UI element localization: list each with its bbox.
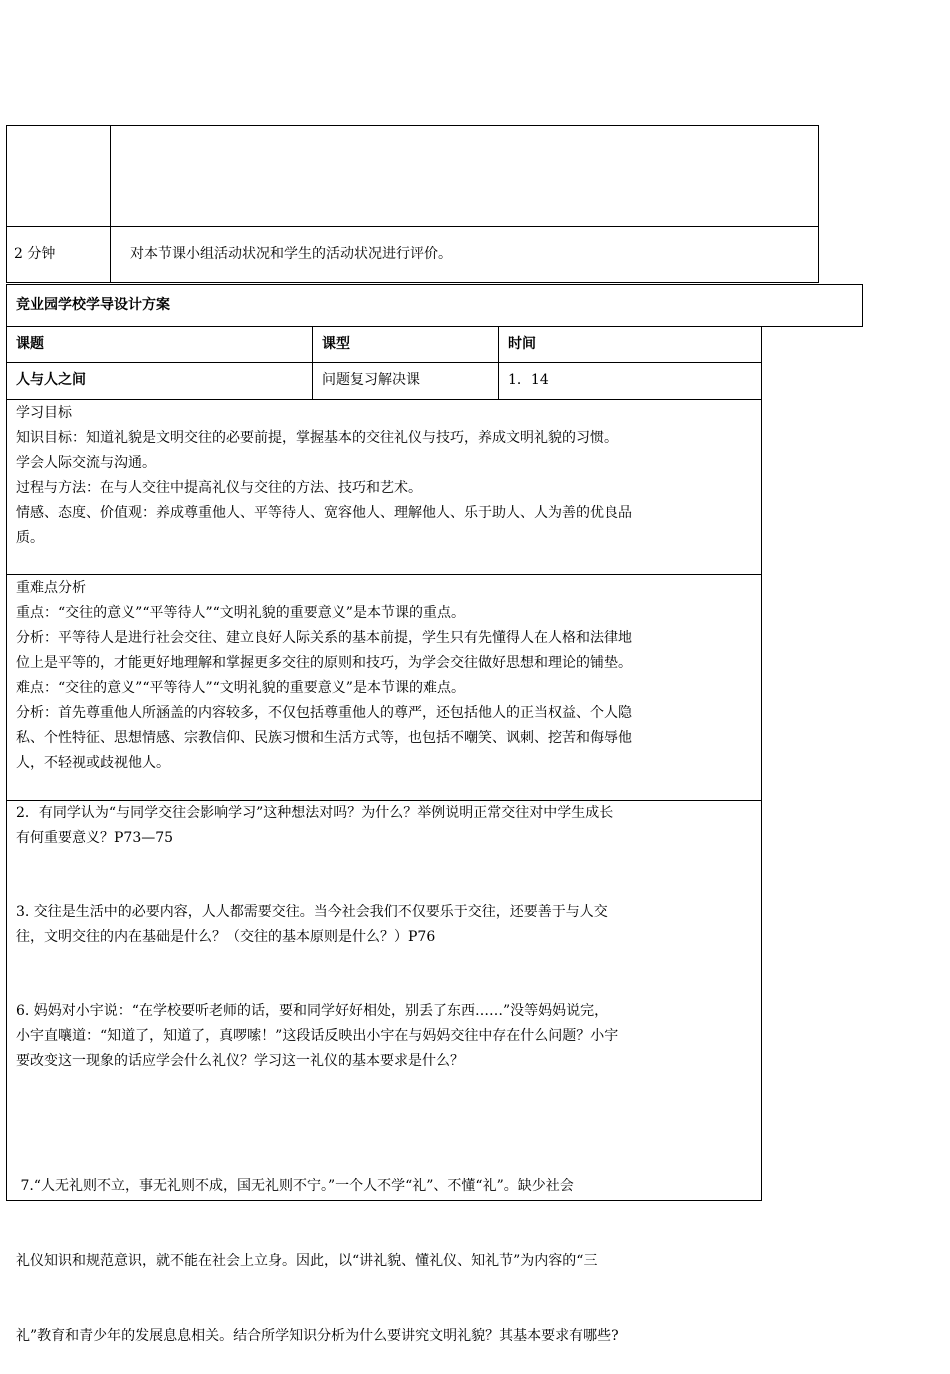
goals-divider <box>6 574 762 575</box>
goals-line: 学会人际交流与沟通。 <box>16 455 156 471</box>
question-line: 礼”教育和青少年的发展息息相关。结合所学知识分析为什么要讲究文明礼貌？其基本要求有哪些? <box>16 1328 619 1344</box>
goals-line: 情感、态度、价值观：养成尊重他人、平等待人、宽容他人、理解他人、乐于助人、人为善的优良品 <box>16 505 632 521</box>
question-line: 小宇直嚷道：“知道了，知道了，真啰嗦！”这段话反映出小宇在与妈妈交往中存在什么问题？小宇 <box>16 1028 619 1044</box>
goals-section <box>16 401 758 551</box>
time-cell: 2 分钟 <box>14 246 56 262</box>
analysis-line: 分析：平等待人是进行社会交往、建立良好人际关系的基本前提，学生只有先懂得人在人格和法律地 <box>16 630 632 646</box>
header-topic: 课题 <box>16 336 44 352</box>
value-time: 1．14 <box>508 372 549 388</box>
analysis-line: 难点：“交往的意义”“平等待人”“文明礼貌的重要意义”是本节课的难点。 <box>16 680 465 696</box>
values-row-divider <box>6 399 762 400</box>
question-line: 6. 妈妈对小宇说：“在学校要听老师的话，要和同学好好相处，别丢了东西……”没等妈妈说完， <box>16 1003 609 1019</box>
question-2 <box>16 801 758 851</box>
analysis-line: 人，不轻视或歧视他人。 <box>16 755 170 771</box>
analysis-line: 位上是平等的，才能更好地理解和掌握更多交往的原则和技巧，为学会交往做好思想和理论的铺垫。 <box>16 655 632 671</box>
analysis-heading: 重难点分析 <box>16 580 86 596</box>
top-table-row-divider <box>6 226 819 227</box>
question-7 <box>16 1124 758 1374</box>
top-table-col-divider <box>110 125 111 283</box>
analysis-line: 重点：“交往的意义”“平等待人”“文明礼貌的重要意义”是本节课的重点。 <box>16 605 465 621</box>
goals-heading: 学习目标 <box>16 405 72 421</box>
goals-line: 质。 <box>16 530 44 546</box>
question-6 <box>16 999 758 1074</box>
question-line: 2．有同学认为“与同学交往会影响学习”这种想法对吗？为什么？举例说明正常交往对中学生成长 <box>16 805 614 821</box>
question-line: 3. 交往是生活中的必要内容，人人都需要交往。当今社会我们不仅要乐于交往，还要善于与人交 <box>16 904 608 920</box>
analysis-section <box>16 576 758 776</box>
question-line: 7.“人无礼则不立，事无礼则不成，国无礼则不宁。”一个人不学“礼”、不懂“礼”。缺少社会 <box>16 1178 574 1194</box>
question-line: 礼仪知识和规范意识，就不能在社会上立身。因此，以“讲礼貌、懂礼仪、知礼节”为内容的“三 <box>16 1253 598 1269</box>
question-line: 往，文明交往的内在基础是什么？（交往的基本原则是什么？）P76 <box>16 929 436 945</box>
question-line: 有何重要意义？P73—75 <box>16 830 174 846</box>
goals-line: 过程与方法：在与人交往中提高礼仪与交往的方法、技巧和艺术。 <box>16 480 422 496</box>
header-type: 课型 <box>322 336 350 352</box>
value-type: 问题复习解决课 <box>322 372 420 388</box>
header-row-divider <box>6 362 762 363</box>
value-topic: 人与人之间 <box>16 372 86 388</box>
header-time: 时间 <box>508 336 536 352</box>
goals-line: 知识目标：知道礼貌是文明交往的必要前提，掌握基本的交往礼仪与技巧，养成文明礼貌的习惯。 <box>16 430 618 446</box>
evaluation-cell: 对本节课小组活动状况和学生的活动状况进行评价。 <box>130 246 452 262</box>
analysis-line: 分析：首先尊重他人所涵盖的内容较多，不仅包括尊重他人的尊严，还包括他人的正当权益、个人隐 <box>16 705 632 721</box>
col-divider-1 <box>312 326 313 399</box>
plan-title: 竞业园学校学导设计方案 <box>16 297 170 313</box>
col-divider-2 <box>498 326 499 399</box>
question-line: 要改变这一现象的话应学会什么礼仪？学习这一礼仪的基本要求是什么？ <box>16 1053 464 1069</box>
analysis-line: 私、个性特征、思想情感、宗教信仰、民族习惯和生活方式等，也包括不嘲笑、讽刺、挖苦和侮辱他 <box>16 730 632 746</box>
question-3 <box>16 900 758 950</box>
